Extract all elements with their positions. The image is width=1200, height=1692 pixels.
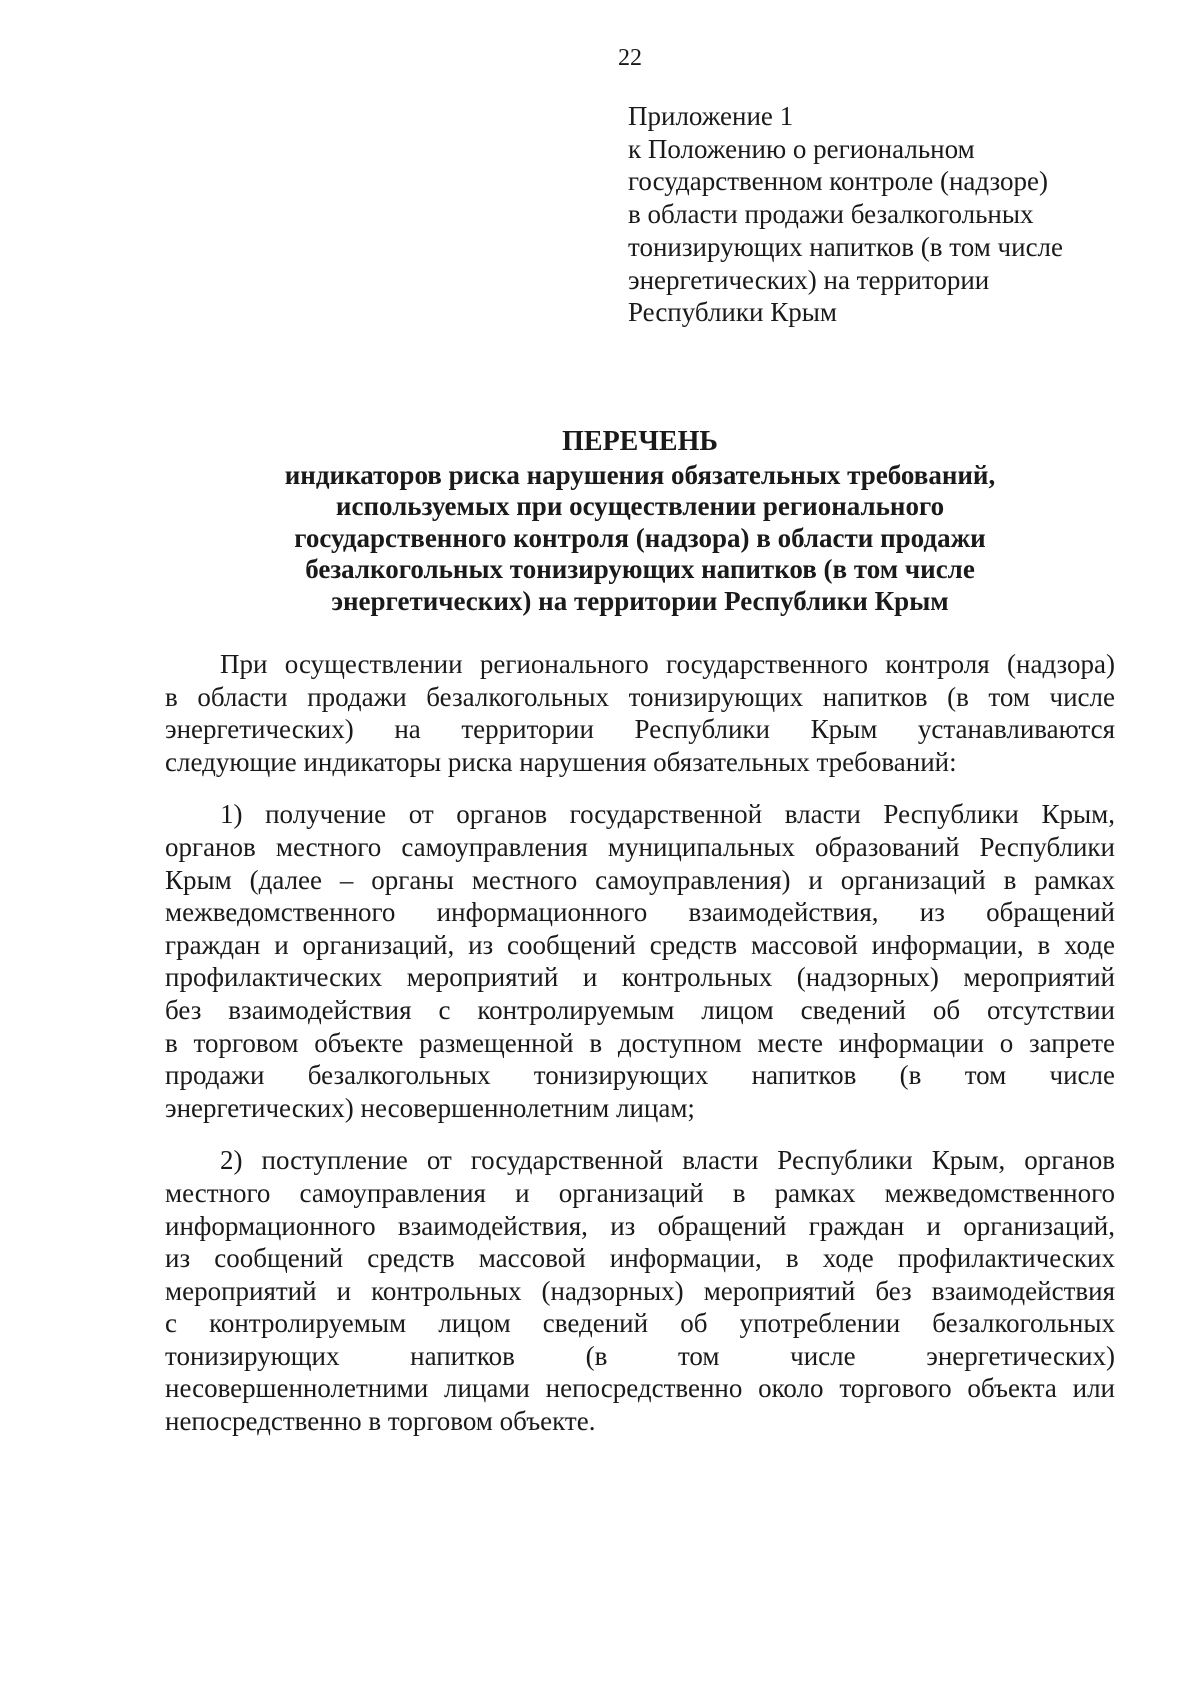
annex-line: государственном контроле (надзоре) bbox=[628, 166, 1048, 197]
text-line: Крым (далее – органы местного самоуправления) и организаций в рамках bbox=[165, 864, 1115, 895]
document-body bbox=[165, 648, 1115, 1458]
text-line: без взаимодействия с контролируемым лицом сведений об отсутствии bbox=[165, 994, 1115, 1025]
text-line: продажи безалкогольных тонизирующих напитков (в том числе bbox=[165, 1060, 1115, 1091]
text-line: в торговом объекте размещенной в доступном месте информации о запрете bbox=[165, 1027, 1115, 1058]
text-line: с контролируемым лицом сведений об употреблении безалкогольных bbox=[165, 1308, 1115, 1339]
annex-line: Республики Крым bbox=[628, 297, 837, 328]
text-line: энергетических) на территории Республики Крым устанавливаются bbox=[165, 714, 1115, 745]
text-line: из сообщений средств массовой информации, в ходе профилактических bbox=[165, 1243, 1115, 1274]
text-line: тонизирующих напитков (в том числе энергетических) bbox=[165, 1340, 1115, 1371]
annex-line: Приложение 1 bbox=[628, 101, 794, 131]
text-line: мероприятий и контрольных (надзорных) мероприятий без взаимодействия bbox=[165, 1275, 1115, 1306]
annex-header bbox=[628, 100, 1108, 329]
text-line: 1) получение от органов государственной власти Республики Крым, bbox=[220, 799, 1115, 830]
title-line: безалкогольных тонизирующих напитков (в том числе bbox=[305, 554, 975, 584]
annex-line: тонизирующих напитков (в том числе bbox=[628, 231, 1064, 262]
indicator-item-1 bbox=[165, 798, 1115, 1124]
title-main: ПЕРЕЧЕНЬ bbox=[562, 426, 718, 457]
document-title bbox=[160, 426, 1120, 617]
title-line: используемых при осуществлении регионального bbox=[335, 491, 945, 521]
indicator-item-2 bbox=[165, 1144, 1115, 1437]
page-number: 22 bbox=[618, 45, 642, 71]
title-line: индикаторов риска нарушения обязательных требований, bbox=[284, 459, 996, 490]
text-line: При осуществлении регионального государственного контроля (надзора) bbox=[220, 649, 1115, 679]
text-line: в области продажи безалкогольных тонизирующих напитков (в том числе bbox=[165, 681, 1115, 712]
text-line: непосредственно в торговом объекте. bbox=[165, 1406, 596, 1437]
intro-paragraph bbox=[165, 648, 1115, 778]
text-line: профилактических мероприятий и контрольных (надзорных) мероприятий bbox=[165, 962, 1115, 993]
title-line: энергетических) на территории Республики Крым bbox=[331, 585, 949, 616]
title-line: государственного контроля (надзора) в области продажи bbox=[294, 522, 986, 553]
text-line: энергетических) несовершеннолетним лицам; bbox=[165, 1092, 695, 1123]
annex-line: энергетических) на территории bbox=[628, 264, 990, 295]
text-line: 2) поступление от государственной власти Республики Крым, органов bbox=[220, 1145, 1115, 1176]
text-line: информационного взаимодействия, из обращений граждан и организаций, bbox=[165, 1210, 1115, 1241]
text-line: следующие индикаторы риска нарушения обязательных требований: bbox=[165, 746, 957, 777]
text-line: несовершеннолетними лицами непосредственно около торгового объекта или bbox=[165, 1373, 1115, 1404]
text-line: местного самоуправления и организаций в рамках межведомственного bbox=[165, 1177, 1115, 1208]
text-line: органов местного самоуправления муниципальных образований Республики bbox=[165, 831, 1115, 862]
text-line: межведомственного информационного взаимодействия, из обращений bbox=[165, 897, 1115, 928]
annex-line: к Положению о региональном bbox=[628, 133, 975, 164]
text-line: граждан и организаций, из сообщений средств массовой информации, в ходе bbox=[165, 929, 1115, 960]
annex-line: в области продажи безалкогольных bbox=[628, 199, 1034, 230]
